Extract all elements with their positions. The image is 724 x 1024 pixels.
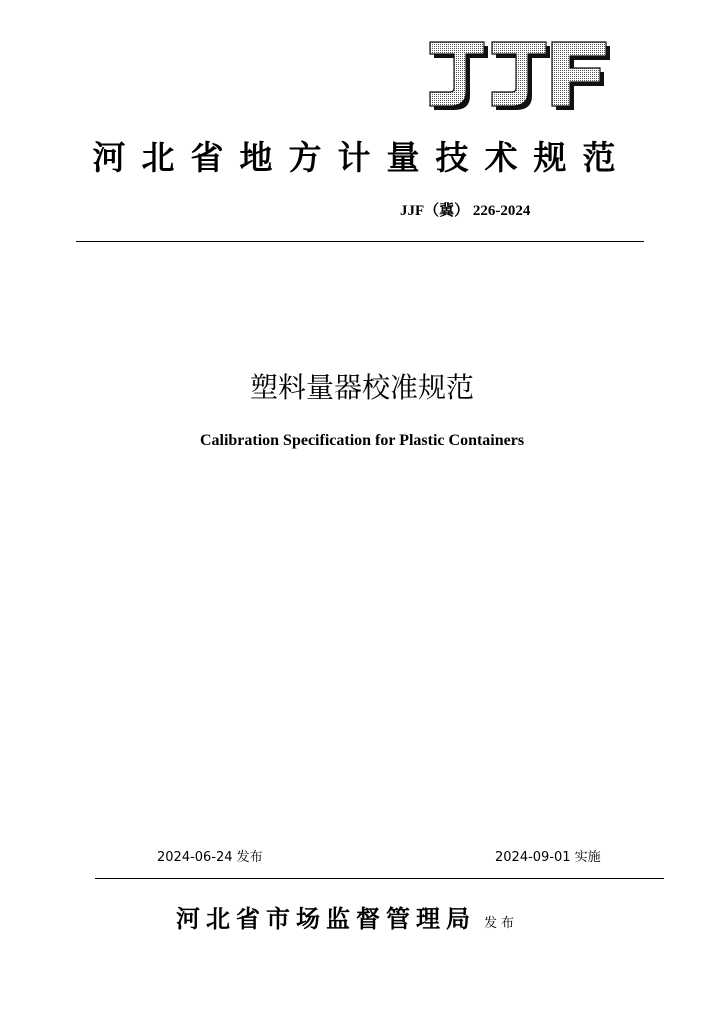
publisher-line [176, 902, 518, 941]
document-title-chinese: 塑料量器校准规范 [249, 371, 474, 404]
publisher-suffix: 发布 [484, 916, 519, 931]
jjf-logo [428, 40, 610, 114]
header-title: 河北省地方计量技术规范 [92, 138, 632, 177]
effective-date: 2024-09-01 实施 [495, 850, 601, 865]
publisher-name: 河北省市场监督管理局 [176, 904, 476, 933]
issue-date: 2024-06-24 发布 [157, 850, 263, 865]
bottom-divider [95, 878, 664, 879]
standard-number: JJF（冀） 226-2024 [400, 203, 531, 219]
top-divider [76, 241, 644, 242]
document-title-english: Calibration Specification for Plastic Containers [199, 432, 525, 449]
